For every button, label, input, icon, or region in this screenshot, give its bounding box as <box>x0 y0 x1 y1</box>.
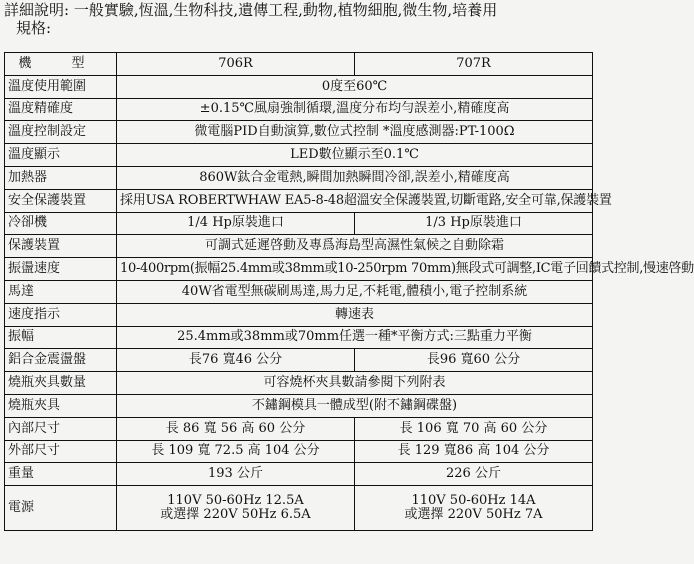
model-header: 機 型 <box>5 53 117 76</box>
row-label: 速度指示 <box>5 303 117 326</box>
row-value: 微電腦PID自動演算,數位式控制 *溫度感測器:PT-100Ω <box>117 121 593 144</box>
power-706r <box>117 486 355 531</box>
row-value: 採用USA ROBERTWHAW EA5-8-48超溫安全保護裝置,切斷電路,安全可靠,保護裝置 <box>117 189 593 212</box>
row-label: 溫度精確度 <box>5 98 117 121</box>
row-value: 25.4mm或38mm或70mm任選一種*平衡方式:三點重力平衡 <box>117 326 593 349</box>
table-row <box>5 463 593 486</box>
table-row <box>5 189 593 212</box>
row-label: 冷卻機 <box>5 212 117 235</box>
row-value: 860W鈦合金電熱,瞬間加熱瞬間冷卻,誤差小,精確度高 <box>117 166 593 189</box>
table-row <box>5 326 593 349</box>
table-row <box>5 258 593 281</box>
row-value: LED數位顯示至0.1℃ <box>117 144 593 167</box>
table-row <box>5 417 593 440</box>
table-row <box>5 121 593 144</box>
row-label: 加熱器 <box>5 166 117 189</box>
table-row <box>5 235 593 258</box>
row-value-706r: 193 公斤 <box>117 463 355 486</box>
table-row <box>5 394 593 417</box>
power-706r-line1: 110V 50-60Hz 12.5A <box>167 493 304 509</box>
table-header-row <box>5 53 593 76</box>
row-value: 40W省電型無碳刷馬達,馬力足,不耗電,體積小,電子控制系統 <box>117 280 593 303</box>
row-value: 可調式延遲啓動及專爲海島型高濕性氣候之自動除霜 <box>117 235 593 258</box>
row-value-707r: 長96 寬60 公分 <box>355 349 593 372</box>
row-label: 內部尺寸 <box>5 417 117 440</box>
table-row <box>5 144 593 167</box>
row-value: ±0.15℃風扇強制循環,溫度分布均勻誤差小,精確度高 <box>117 98 593 121</box>
row-label: 馬達 <box>5 280 117 303</box>
row-value-706r: 長 109 寬 72.5 高 104 公分 <box>117 440 355 463</box>
row-label: 電源 <box>5 486 117 531</box>
row-value-707r: 1/3 Hp原裝進口 <box>355 212 593 235</box>
row-value-706r: 長 86 寬 56 高 60 公分 <box>117 417 355 440</box>
row-value-706r: 長76 寬46 公分 <box>117 349 355 372</box>
power-707r <box>355 486 593 531</box>
row-label: 振盪速度 <box>5 258 117 281</box>
row-label: 燒瓶夾具數量 <box>5 372 117 395</box>
row-value: 轉速表 <box>117 303 593 326</box>
table-row <box>5 166 593 189</box>
model-706r: 706R <box>117 53 355 76</box>
power-707r-line2: 或選擇 220V 50Hz 7A <box>404 507 543 523</box>
model-707r: 707R <box>355 53 593 76</box>
row-label: 燒瓶夾具 <box>5 394 117 417</box>
row-value: 0度至60℃ <box>117 75 593 98</box>
table-row <box>5 303 593 326</box>
row-label: 溫度控制設定 <box>5 121 117 144</box>
row-label: 外部尺寸 <box>5 440 117 463</box>
spec-table <box>4 52 694 531</box>
row-label: 溫度顯示 <box>5 144 117 167</box>
row-value-706r: 1/4 Hp原裝進口 <box>117 212 355 235</box>
table-row <box>5 440 593 463</box>
table-row-power <box>5 486 593 531</box>
row-label: 鋁合金震盪盤 <box>5 349 117 372</box>
row-value-707r: 長 106 寬 70 高 60 公分 <box>355 417 593 440</box>
row-label: 保護裝置 <box>5 235 117 258</box>
power-707r-line1: 110V 50-60Hz 14A <box>411 493 536 509</box>
row-label: 重量 <box>5 463 117 486</box>
row-value: 不鏽鋼模具一體成型(附不鏽鋼碟盤) <box>117 394 593 417</box>
row-value-707r: 226 公斤 <box>355 463 593 486</box>
row-value: 10-400rpm(振幅25.4mm或38mm或10-250rpm 70mm)無段式可調整,IC電子回饋式控制,慢速啓動 <box>117 258 593 281</box>
intro-description: 詳細說明: 一般實驗,恆溫,生物科技,遺傳工程,動物,植物細胞,微生物,培養用 <box>4 1 498 19</box>
row-value: 可容燒杯夾具數請參閱下列附表 <box>117 372 593 395</box>
row-value-707r: 長 129 寬86 高 104 公分 <box>355 440 593 463</box>
table-row <box>5 280 593 303</box>
power-706r-line2: 或選擇 220V 50Hz 6.5A <box>160 507 311 523</box>
table-row <box>5 349 593 372</box>
table-row <box>5 98 593 121</box>
row-label: 安全保護裝置 <box>5 189 117 212</box>
row-label: 溫度使用範圍 <box>5 75 117 98</box>
table-row <box>5 212 593 235</box>
spec-label: 規格: <box>16 19 52 37</box>
row-label: 振幅 <box>5 326 117 349</box>
table-row <box>5 372 593 395</box>
table-row <box>5 75 593 98</box>
